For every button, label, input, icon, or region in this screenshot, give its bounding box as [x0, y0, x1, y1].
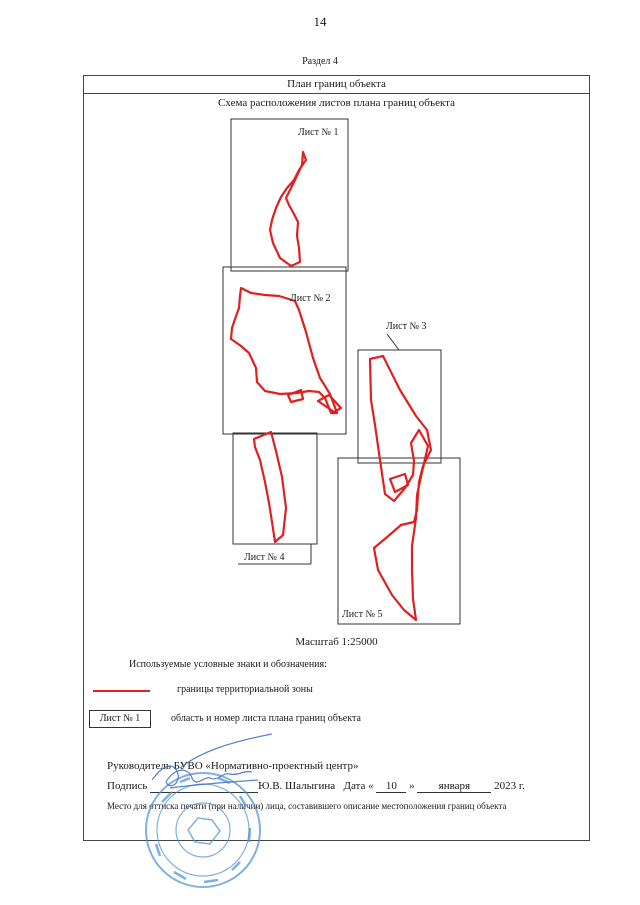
sheet-5-frame: [338, 458, 460, 624]
sheet-label-2: Лист № 2: [290, 293, 331, 304]
sheet-3-leader: [387, 334, 399, 350]
legend-sheet-box: Лист № 1: [89, 710, 151, 728]
legend-heading: Используемые условные знаки и обозначения:: [129, 659, 327, 670]
date-prefix: Дата «: [343, 780, 374, 792]
page-number: 14: [313, 14, 327, 29]
sheet-label-1: Лист № 1: [298, 127, 339, 138]
date-mid: »: [409, 780, 415, 792]
legend-boundary-line: [93, 690, 150, 692]
stamp-note: Место для оттиска печати (при наличии) лица, составившего описание местоположения границ объекта: [107, 801, 507, 811]
legend-sheet-label: область и номер листа плана границ объекта: [171, 713, 361, 724]
sheet-label-5: Лист № 5: [342, 609, 383, 620]
sheet-layout-scheme: [83, 110, 590, 630]
boundary-sheet-2: [231, 288, 337, 413]
signature-prefix: Подпись: [107, 780, 148, 792]
signature-row: [107, 780, 525, 793]
signer-name: Ю.В. Шалыгина: [258, 780, 336, 792]
sheet-label-4: Лист № 4: [244, 552, 285, 563]
boundary-sheet-1: [270, 152, 306, 266]
sheet-1-frame: [231, 119, 348, 271]
boundary-sheet-4: [254, 432, 286, 542]
date-day: 10: [376, 780, 406, 793]
section-title: Раздел 4: [302, 56, 338, 67]
scheme-title: Схема расположения листов плана границ объекта: [218, 97, 455, 109]
boundary-sheet-2-inner-a: [288, 390, 303, 402]
date-month: января: [417, 780, 491, 793]
frame-title: План границ объекта: [287, 78, 386, 90]
scale-label: Масштаб 1:25000: [295, 636, 378, 648]
sheet-label-3: Лист № 3: [386, 321, 427, 332]
boundary-sheet-2-inner-b: [318, 395, 341, 412]
legend-boundary-label: границы территориальной зоны: [177, 684, 313, 695]
head-of-org: Руководитель БУВО «Нормативно-проектный центр»: [107, 760, 359, 772]
date-year: 2023 г.: [494, 780, 525, 792]
frame-divider: [83, 93, 590, 94]
signature-blank: [150, 780, 258, 793]
